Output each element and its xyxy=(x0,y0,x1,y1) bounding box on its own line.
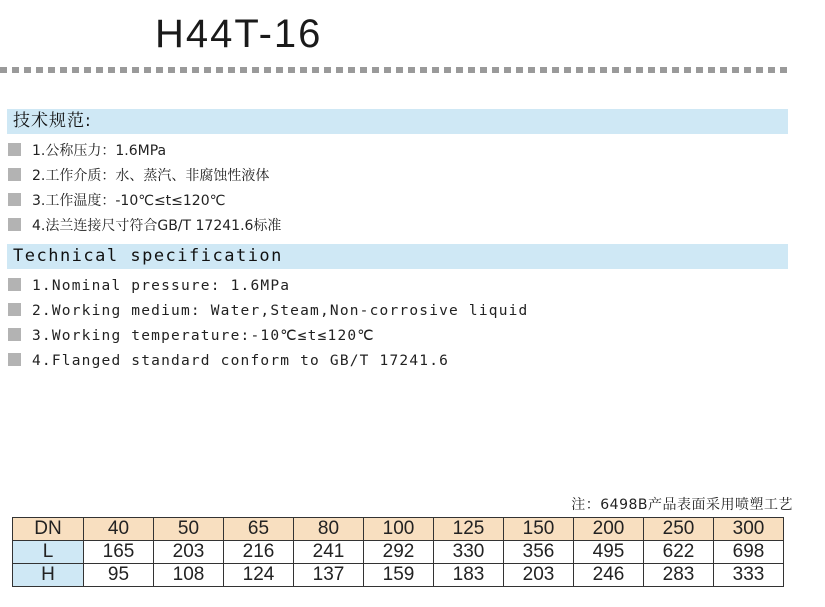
en-spec-text: 3.Working temperature:-10℃≤t≤120℃ xyxy=(32,328,375,344)
cn-section-heading: 技术规范: xyxy=(7,109,788,134)
square-bullet-icon xyxy=(8,218,21,231)
table-cell: 250 xyxy=(644,518,714,541)
dashed-divider xyxy=(0,67,788,73)
table-cell: 95 xyxy=(84,564,154,587)
table-cell: 100 xyxy=(364,518,434,541)
table-cell: 65 xyxy=(224,518,294,541)
table-cell: 40 xyxy=(84,518,154,541)
table-cell: 203 xyxy=(154,541,224,564)
en-spec-text: 2.Working medium: Water,Steam,Non-corrosive liquid xyxy=(32,303,529,319)
en-spec-item xyxy=(8,301,529,321)
en-spec-text: 1.Nominal pressure: 1.6MPa xyxy=(32,278,291,294)
cn-spec-item xyxy=(8,141,166,161)
table-cell: 125 xyxy=(434,518,504,541)
page-title: H44T-16 xyxy=(155,12,323,56)
row-label: DN xyxy=(13,518,84,541)
table-cell: 292 xyxy=(364,541,434,564)
surface-finish-note: 注：6498B产品表面采用喷塑工艺 xyxy=(571,497,793,513)
en-spec-item xyxy=(8,276,290,296)
table-cell: 283 xyxy=(644,564,714,587)
row-label: H xyxy=(13,564,84,587)
cn-spec-item xyxy=(8,191,225,211)
table-cell: 333 xyxy=(714,564,784,587)
dimension-table xyxy=(12,517,784,587)
cn-spec-item xyxy=(8,166,269,186)
table-cell: 80 xyxy=(294,518,364,541)
table-cell: 137 xyxy=(294,564,364,587)
table-cell: 203 xyxy=(504,564,574,587)
table-cell: 241 xyxy=(294,541,364,564)
cn-spec-item xyxy=(8,216,281,236)
square-bullet-icon xyxy=(8,328,21,341)
cn-spec-text: 4.法兰连接尺寸符合GB/T 17241.6标准 xyxy=(32,218,282,234)
cn-spec-text: 2.工作介质：水、蒸汽、非腐蚀性液体 xyxy=(32,168,270,184)
table-cell: 200 xyxy=(574,518,644,541)
square-bullet-icon xyxy=(8,303,21,316)
table-cell: 165 xyxy=(84,541,154,564)
table-cell: 356 xyxy=(504,541,574,564)
table-cell: 330 xyxy=(434,541,504,564)
cn-spec-text: 1.公称压力：1.6MPa xyxy=(32,143,167,159)
square-bullet-icon xyxy=(8,143,21,156)
table-row-h xyxy=(13,564,784,587)
en-spec-item xyxy=(8,326,375,346)
table-cell: 246 xyxy=(574,564,644,587)
table-cell: 183 xyxy=(434,564,504,587)
table-cell: 216 xyxy=(224,541,294,564)
en-section-heading: Technical specification xyxy=(7,244,788,269)
table-cell: 50 xyxy=(154,518,224,541)
square-bullet-icon xyxy=(8,193,21,206)
table-cell: 622 xyxy=(644,541,714,564)
square-bullet-icon xyxy=(8,353,21,366)
table-cell: 159 xyxy=(364,564,434,587)
square-bullet-icon xyxy=(8,168,21,181)
table-cell: 150 xyxy=(504,518,574,541)
table-cell: 495 xyxy=(574,541,644,564)
square-bullet-icon xyxy=(8,278,21,291)
row-label: L xyxy=(13,541,84,564)
en-spec-item xyxy=(8,351,449,371)
table-cell: 698 xyxy=(714,541,784,564)
table-cell: 300 xyxy=(714,518,784,541)
table-cell: 124 xyxy=(224,564,294,587)
en-spec-text: 4.Flanged standard conform to GB/T 17241.6 xyxy=(32,353,450,369)
table-row-dn xyxy=(13,518,784,541)
cn-spec-text: 3.工作温度：-10℃≤t≤120℃ xyxy=(32,193,226,209)
table-row-l xyxy=(13,541,784,564)
table-cell: 108 xyxy=(154,564,224,587)
